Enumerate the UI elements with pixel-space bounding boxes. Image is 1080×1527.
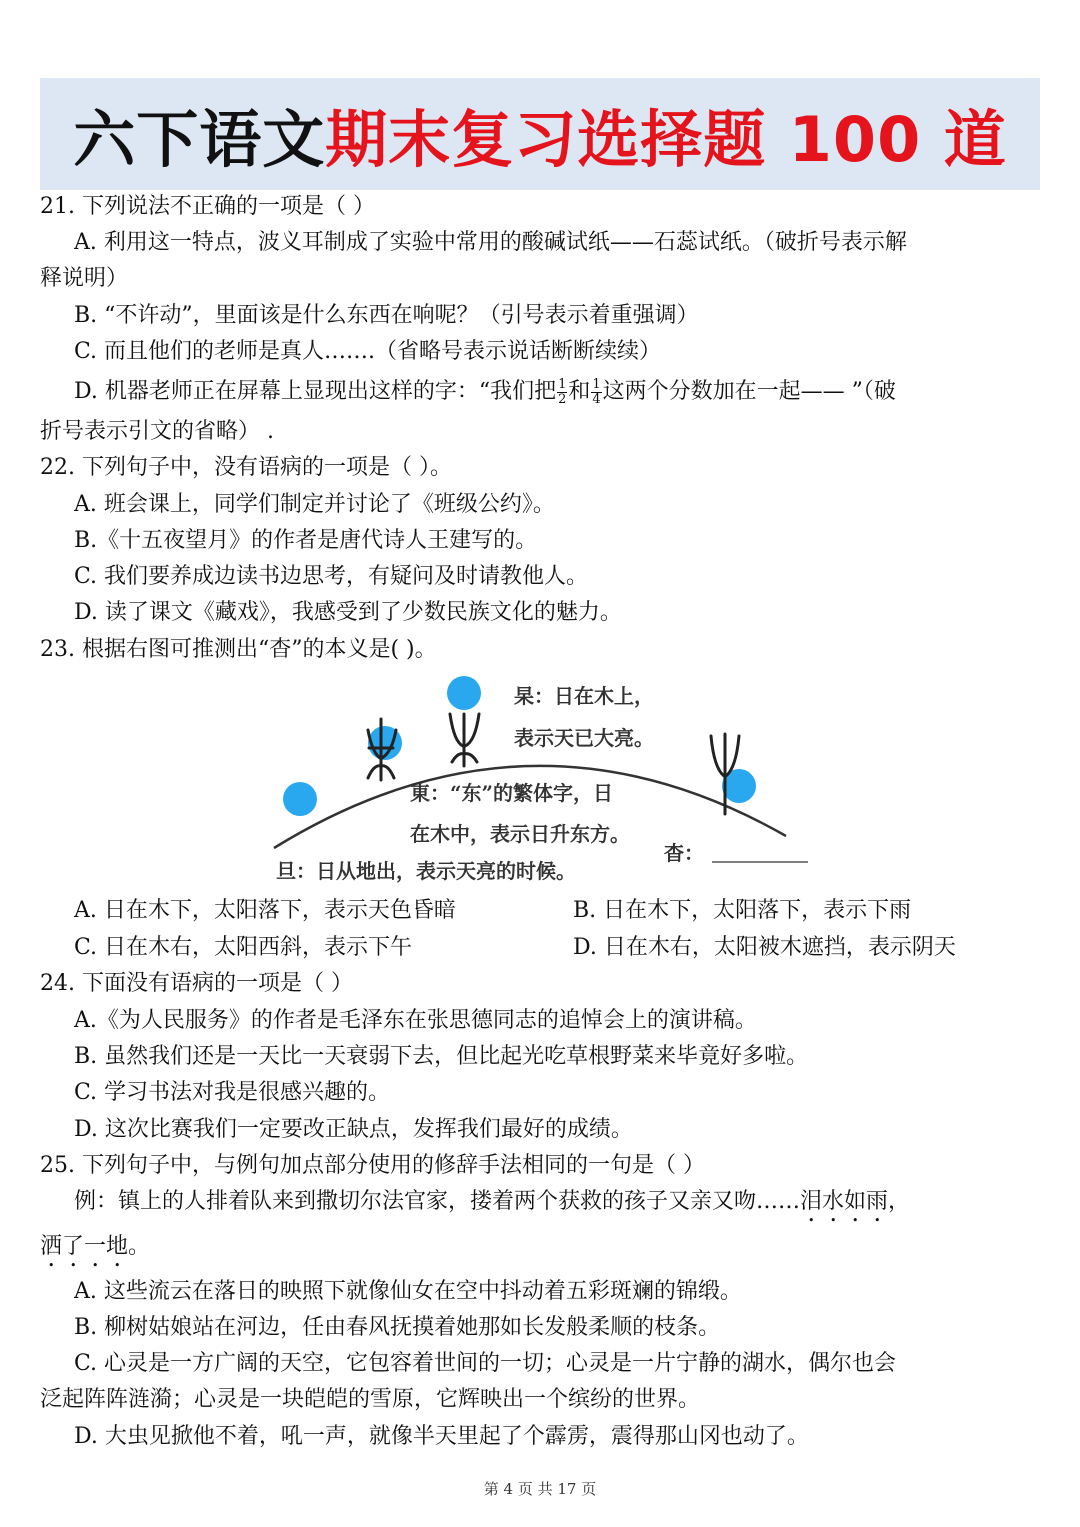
- q25-option-d: D. 大虫见掀他不着，吼一声，就像半天里起了个霹雳，震得那山冈也动了。: [74, 1424, 809, 1449]
- q24-option-a: A.《为人民服务》的作者是毛泽东在张思德同志的追悼会上的演讲稿。: [74, 1008, 757, 1033]
- q25-example-line2: [40, 1229, 1040, 1272]
- label-gao-line2: 表示天已大亮。: [514, 726, 654, 750]
- title-part-black: 六下语文: [73, 102, 326, 176]
- label-gao-line1: 杲：日在木上，: [514, 684, 654, 708]
- q24-option-b: B. 虽然我们还是一天比一天衰弱下去，但比起光吃草根野菜来毕竟好多啦。: [74, 1044, 809, 1069]
- q25-example-end: 。: [128, 1234, 151, 1259]
- q25-option-a: A. 这些流云在落日的映照下就像仙女在空中抖动着五彩斑斓的锦缎。: [74, 1279, 742, 1304]
- page-number: 第 4 页 共 17 页: [483, 1480, 597, 1498]
- q25-example-dotted-2: 洒了一地: [40, 1234, 129, 1259]
- q21-option-c: C. 而且他们的老师是真人…….（省略号表示说话断断续续）: [74, 339, 662, 364]
- title-banner: [40, 78, 1040, 190]
- q22-option-d: D. 读了课文《藏戏》，我感受到了少数民族文化的魅力。: [74, 600, 622, 625]
- q21-option-d-line1: [74, 374, 1040, 410]
- q23-option-d: D. 日在木右，太阳被木遮挡，表示阴天: [573, 935, 956, 960]
- label-dan: 旦：日从地出，表示天亮的时候。: [276, 859, 576, 883]
- q25-example-text: 例：镇上的人排着队来到撒切尔法官家，搂着两个获救的孩子又亲又吻……: [74, 1189, 801, 1214]
- character-figure: [268, 672, 828, 894]
- q25-option-c-line2: 泛起阵阵涟漪；心灵是一块皑皑的雪原，它辉映出一个缤纷的世界。: [40, 1387, 701, 1412]
- q25-example-dotted-1: 泪水如雨，: [800, 1189, 911, 1214]
- label-yao: 杳：: [664, 841, 704, 865]
- q21-d-mid: 和: [568, 379, 591, 404]
- q25-option-c-line1: C. 心灵是一方广阔的天空，它包容着世间的一切；心灵是一片宁静的湖水，偶尔也会: [74, 1351, 897, 1376]
- q21-d-pre: D. 机器老师正在屏幕上显现出这样的字：“我们把: [74, 379, 557, 404]
- q23-option-b: B. 日在木下，太阳落下，表示下雨: [573, 898, 912, 923]
- q22-option-a: A. 班会课上，同学们制定并讨论了《班级公约》。: [74, 492, 555, 517]
- sun-gao-icon: [447, 676, 481, 710]
- fraction-half-denominator: 2: [558, 391, 567, 407]
- q21-d-post: 这两个分数加在一起—— ”（破: [602, 379, 896, 404]
- fraction-quarter-numerator: 1: [592, 376, 601, 392]
- q21-option-d-line2: 折号表示引文的省略） .: [40, 419, 274, 444]
- q21-option-a-line1: A. 利用这一特点，波义耳制成了实验中常用的酸碱试纸——石蕊试纸。（破折号表示解: [74, 230, 907, 255]
- fraction-half: [557, 378, 567, 407]
- q23-option-a: A. 日在木下，太阳落下，表示天色昏暗: [74, 898, 456, 923]
- q25-option-b: B. 柳树姑娘站在河边，任由春风抚摸着她那如长发般柔顺的枝条。: [74, 1315, 721, 1340]
- q21-stem: 21. 下列说法不正确的一项是（ ）: [40, 194, 375, 219]
- q22-stem: 22. 下列句子中，没有语病的一项是（ ）。: [40, 455, 452, 480]
- q25-example-line1: [74, 1184, 1040, 1227]
- label-dong-line2: 在木中，表示日升东方。: [410, 822, 630, 846]
- sun-dan-icon: [283, 782, 317, 816]
- q25-stem: 25. 下列句子中，与例句加点部分使用的修辞手法相同的一句是（ ）: [40, 1153, 705, 1178]
- q23-option-c: C. 日在木右，太阳西斜，表示下午: [74, 935, 413, 960]
- fraction-quarter-denominator: 4: [592, 391, 601, 407]
- title-part-red: 期末复习选择题 100 道: [325, 102, 1007, 176]
- q22-option-c: C. 我们要养成边读书边思考，有疑问及时请教他人。: [74, 564, 589, 589]
- tree-gao-glyph: [450, 714, 479, 766]
- q24-stem: 24. 下面没有语病的一项是（ ）: [40, 971, 353, 996]
- fraction-half-numerator: 1: [558, 376, 567, 392]
- q21-option-a-line2: 释说明）: [40, 266, 129, 291]
- q23-stem: 23. 根据右图可推测出“杳”的本义是( )。: [40, 637, 437, 662]
- q21-option-b: B. “不许动”，里面该是什么东西在响呢？（引号表示着重强调）: [74, 303, 699, 328]
- fraction-quarter: [591, 378, 601, 407]
- q22-option-b: B.《十五夜望月》的作者是唐代诗人王建写的。: [74, 528, 538, 553]
- page-title: [40, 78, 1040, 190]
- label-dong-line1: 東：“东”的繁体字，日: [410, 781, 614, 805]
- q24-option-d: D. 这次比赛我们一定要改正缺点，发挥我们最好的成绩。: [74, 1117, 633, 1142]
- q24-option-c: C. 学习书法对我是很感兴趣的。: [74, 1080, 391, 1105]
